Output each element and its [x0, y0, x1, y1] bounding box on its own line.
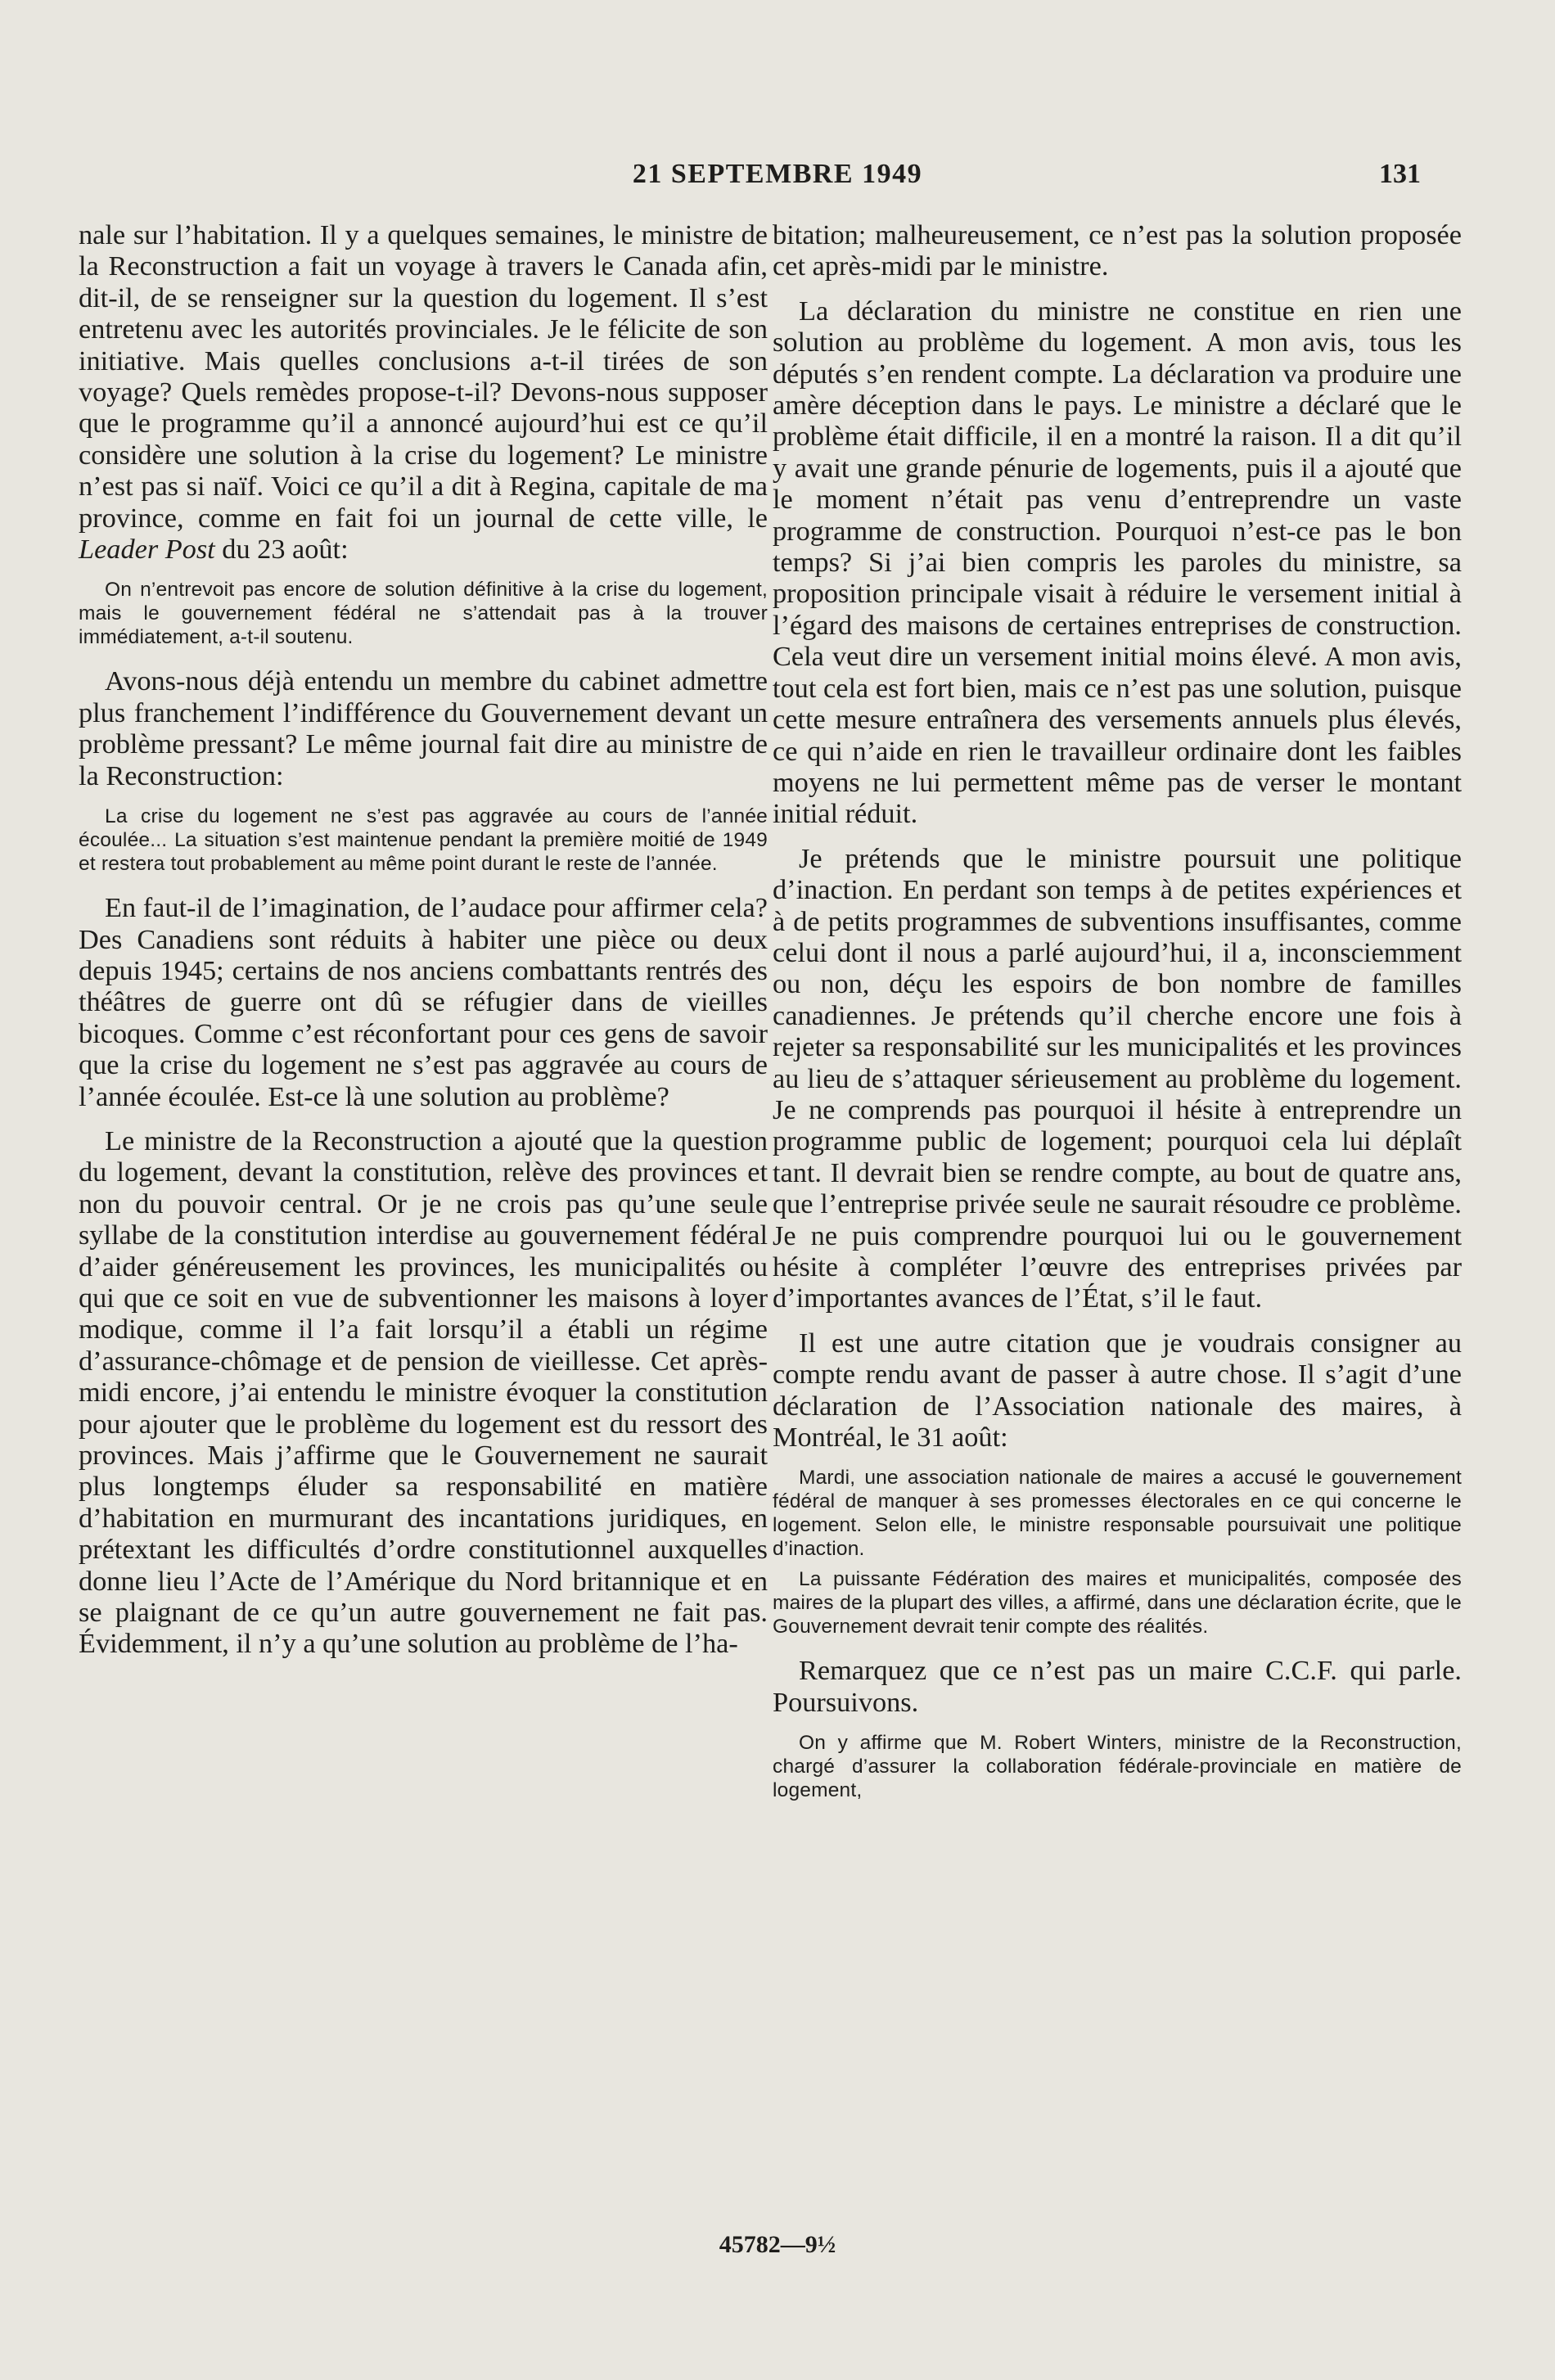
paragraph: Le ministre de la Reconstruction a ajouté que la question du logement, devant la constitution, relève des provinces et non du pouvoir central. Or je ne crois pas qu’une seule syllabe de la constitution interdise au gouvernement fédéral d’aider généreusement les provinces, les municipalités ou qui que ce soit en vue de subventionner les maisons à loyer modique, comme il l’a fait lorsqu’il a établi un régime d’assurance-chômage et de pension de vieillesse. Cet après-midi encore, j’ai entendu le ministre évoquer la constitution pour ajouter que le problème du logement est du ressort des provinces. Mais j’affirme que le Gouvernement ne saurait plus longtemps éluder sa responsabilité en matière d’habitation en murmurant des incantations juridiques, en prétextant les difficultés d’ordre constitutionnel auxquelles donne lieu l’Acte de l’Amérique du Nord britannique et en se plaignant de ce qu’un autre gouvernement ne fait pas. Évidemment, il n’y a qu’une solution au problème de l’ha-: [79, 1125, 768, 1660]
paragraph-text: nale sur l’habitation. Il y a quelques semaines, le ministre de la Reconstruction a fait un voyage à travers le Canada afin, dit-il, de se renseigner sur la question du logement. Il s’est entretenu avec les autorités provinciales. Je le félicite de son initiative. Mais quelles conclusions a-t-il tirées de son voyage? Quels remèdes propose-t-il? Devons-nous supposer que le programme qu’il a annoncé aujourd’hui est ce qu’il considère une solution à la crise du logement? Le ministre n’est pas si naïf. Voici ce qu’il a dit à Regina, capitale de ma province, comme en fait foi un journal de cette ville, le: [79, 219, 768, 534]
left-column: [79, 219, 768, 1673]
paragraph: La déclaration du ministre ne constitue en rien une solution au problème du logement. A mon avis, tous les députés s’en rendent compte. La déclaration va produire une amère déception dans le pays. Le ministre a déclaré que le problème était difficile, il en a montré la raison. Il a dit qu’il y avait une grande pénurie de logements, puis il a ajouté que le moment n’était pas venu d’entreprendre un vaste programme de construction. Pourquoi n’est-ce pas le bon temps? Si j’ai bien compris les paroles du ministre, sa proposition principale visait à réduire le versement initial à l’égard des maisons de certaines entreprises de construction. Cela veut dire un versement initial moins élevé. A mon avis, tout cela est fort bien, mais ce n’est pas une solution, puisque cette mesure entraînera des versements annuels plus élevés, ce qui n’aide en rien le travailleur ordinaire dont les faibles moyens ne lui permettent même pas de verser le montant initial réduit.: [773, 295, 1462, 830]
block-quote: La crise du logement ne s’est pas aggravée au cours de l’année écoulée... La situation s’est maintenue pendant la première moitié de 1949 et restera tout probablement au même point durant le reste de l’année.: [79, 805, 768, 876]
paragraph: Il est une autre citation que je voudrais consigner au compte rendu avant de passer à autre chose. Il s’agit d’une déclaration de l’Association nationale des maires, à Montréal, le 31 août:: [773, 1327, 1462, 1454]
print-code: 45782—9½: [719, 2231, 836, 2258]
block-quote: Mardi, une association nationale de maires a accusé le gouvernement fédéral de manquer à ses promesses électorales en ce qui concerne le logement. Selon elle, le ministre responsable poursuivait une politique d’inaction.: [773, 1467, 1462, 1561]
newspaper-title: Leader Post: [79, 534, 215, 566]
paragraph: [79, 219, 768, 565]
paragraph: En faut-il de l’imagination, de l’audace pour affirmer cela? Des Canadiens sont réduits à habiter une pièce ou deux depuis 1945; certains de nos anciens combattants rentrés des théâtres de guerre ont dû se réfugier dans de vieilles bicoques. Comme c’est réconfortant pour ces gens de savoir que la crise du logement ne s’est pas aggravée au cours de l’année écoulée. Est-ce là une solution au problème?: [79, 892, 768, 1112]
paragraph-text: du 23 août:: [222, 534, 349, 566]
block-quote: La puissante Fédération des maires et municipalités, composée des maires de la plupart des villes, a affirmé, dans une déclaration écrite, que le Gouvernement devrait tenir compte des réalités.: [773, 1568, 1462, 1639]
page-number: 131: [1379, 159, 1421, 189]
paragraph: bitation; malheureusement, ce n’est pas la solution proposée cet après-midi par le ministre.: [773, 219, 1462, 282]
paragraph: Avons-nous déjà entendu un membre du cabinet admettre plus franchement l’indifférence du Gouvernement devant un problème pressant? Le même journal fait dire au ministre de la Reconstruction:: [79, 665, 768, 791]
block-quote: On y affirme que M. Robert Winters, ministre de la Reconstruction, chargé d’assurer la collaboration fédérale-provinciale en matière de logement,: [773, 1732, 1462, 1802]
right-column: [773, 219, 1462, 1819]
block-quote: On n’entrevoit pas encore de solution définitive à la crise du logement, mais le gouvernement fédéral ne s’attendait pas à la trouver immédiatement, a-t-il soutenu.: [79, 579, 768, 649]
page-header: [0, 152, 1555, 201]
header-date: 21 SEPTEMBRE 1949: [632, 159, 923, 189]
paragraph: Remarquez que ce n’est pas un maire C.C.F. qui parle. Poursuivons.: [773, 1655, 1462, 1718]
paragraph: Je prétends que le ministre poursuit une politique d’inaction. En perdant son temps à de petites expériences et à de petits programmes de subventions insuffisantes, comme celui dont il nous a parlé aujourd’hui, il a, inconsciemment ou non, déçu les espoirs de bon nombre de familles canadiennes. Je prétends qu’il cherche encore une fois à rejeter sa responsabilité sur les municipalités et les provinces au lieu de s’attaquer sérieusement au problème du logement. Je ne comprends pas pourquoi il hésite à entreprendre un programme public de logement; pourquoi cela lui déplaît tant. Il devrait bien se rendre compte, au bout de quatre ans, que l’entreprise privée seule ne saurait résoudre ce problème. Je ne puis comprendre pourquoi lui ou le gouvernement hésite à compléter l’œuvre des entreprises privées par d’importantes avances de l’État, s’il le faut.: [773, 842, 1462, 1314]
